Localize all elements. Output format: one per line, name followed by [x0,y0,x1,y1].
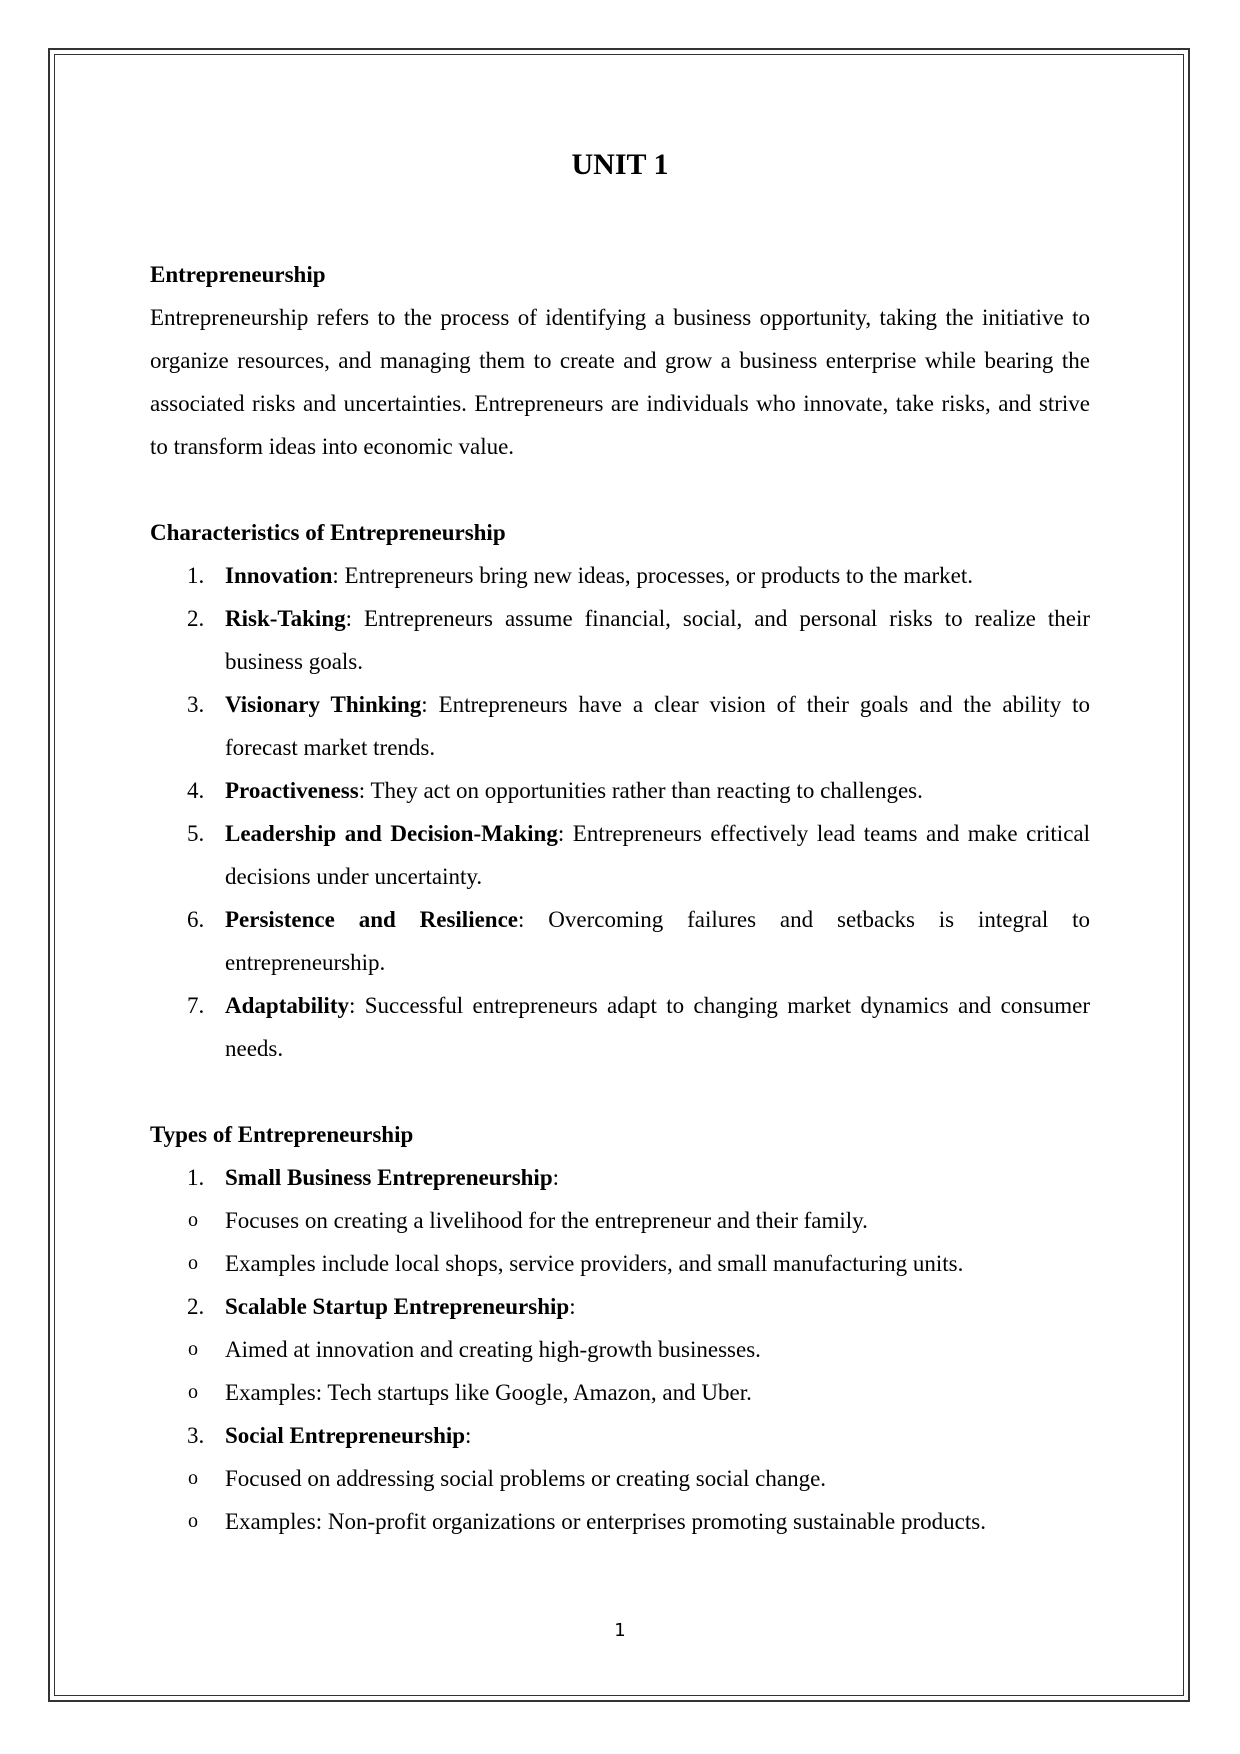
list-item [150,812,1090,898]
bullet-text: Examples: Non-profit organizations or enterprises promoting sustainable products. [225,1509,986,1534]
item-number: 5. [187,821,205,846]
item-number: 7. [187,993,205,1018]
item-term: Small Business Entrepreneurship [225,1165,553,1190]
item-number: 3. [187,692,205,717]
list-item [150,984,1090,1070]
circle-bullet-icon: o [188,1510,198,1532]
bullet-item [150,1371,1090,1414]
item-number: 1. [187,563,205,588]
list-item [150,683,1090,769]
item-term: Innovation [225,563,333,588]
characteristics-list [150,554,1090,1070]
item-number: 4. [187,778,205,803]
sub-bullet-list [150,1328,1090,1414]
list-item [150,1285,1090,1328]
item-suffix: : [569,1294,576,1319]
bullet-item [150,1199,1090,1242]
sub-bullet-list [150,1457,1090,1543]
bullet-text: Focused on addressing social problems or creating social change. [225,1466,827,1491]
bullet-text: Aimed at innovation and creating high-growth businesses. [225,1337,761,1362]
item-term: Adaptability [225,993,349,1018]
item-description: : Overcoming failures and setbacks is integral to entrepreneurship. [225,907,1090,975]
circle-bullet-icon: o [188,1338,198,1360]
circle-bullet-icon: o [188,1467,198,1489]
item-number: 1. [187,1165,205,1190]
section-heading-types: Types of Entrepreneurship [150,1122,414,1147]
spacer [150,1070,1090,1113]
bullet-text: Examples: Tech startups like Google, Amazon, and Uber. [225,1380,752,1405]
item-description: : Entrepreneurs bring new ideas, processes, or products to the market. [332,563,973,588]
item-term: Risk-Taking [225,606,346,631]
list-item [150,597,1090,683]
bullet-item [150,1328,1090,1371]
list-item [150,1414,1090,1457]
bullet-text: Examples include local shops, service providers, and small manufacturing units. [225,1251,964,1276]
item-description: : Entrepreneurs have a clear vision of their goals and the ability to forecast market trends. [225,692,1090,760]
item-suffix: : [552,1165,560,1190]
item-description: : Entrepreneurs effectively lead teams and make critical decisions under uncertainty. [225,821,1091,889]
item-suffix: : [465,1423,472,1448]
item-description: : They act on opportunities rather than reacting to challenges. [358,778,923,803]
spacer [150,468,1090,511]
document-content [150,145,1090,1543]
bullet-text: Focuses on creating a livelihood for the entrepreneur and their family. [225,1208,868,1233]
bullet-item [150,1500,1090,1543]
list-item [150,898,1090,984]
item-number: 3. [187,1423,205,1448]
bullet-item [150,1242,1090,1285]
circle-bullet-icon: o [188,1381,198,1403]
item-number: 2. [187,606,205,631]
page-number: 1 [614,1620,626,1641]
item-term: Social Entrepreneurship [225,1423,466,1448]
item-term: Proactiveness [225,778,359,803]
item-term: Leadership and Decision-Making [225,821,558,846]
item-term: Visionary Thinking [225,692,422,717]
item-number: 2. [187,1294,205,1319]
sub-bullet-list [150,1199,1090,1285]
item-term: Persistence and Resilience [225,907,519,932]
list-item [150,769,1090,812]
circle-bullet-icon: o [188,1252,198,1274]
bullet-item [150,1457,1090,1500]
section-heading-entrepreneurship: Entrepreneurship [150,262,326,287]
item-term: Scalable Startup Entrepreneurship [225,1294,570,1319]
list-item [150,554,1090,597]
list-item [150,1156,1090,1199]
entrepreneurship-definition: Entrepreneurship refers to the process of identifying a business opportunity, taking the initiative to organize resources, and managing them to create and grow a business enterprise while bearing the associated risks and uncertainties. Entrepreneurs are individuals who innovate, take risks, and strive to transform ideas into economic value. [150,305,1090,459]
unit-title: UNIT 1 [571,148,669,181]
item-description: : Successful entrepreneurs adapt to changing market dynamics and consumer needs. [225,993,1090,1061]
item-description: : Entrepreneurs assume financial, social, and personal risks to realize their business goals. [225,606,1090,674]
types-list [150,1156,1090,1543]
item-number: 6. [187,907,205,932]
circle-bullet-icon: o [188,1209,198,1231]
section-heading-characteristics: Characteristics of Entrepreneurship [150,520,506,545]
